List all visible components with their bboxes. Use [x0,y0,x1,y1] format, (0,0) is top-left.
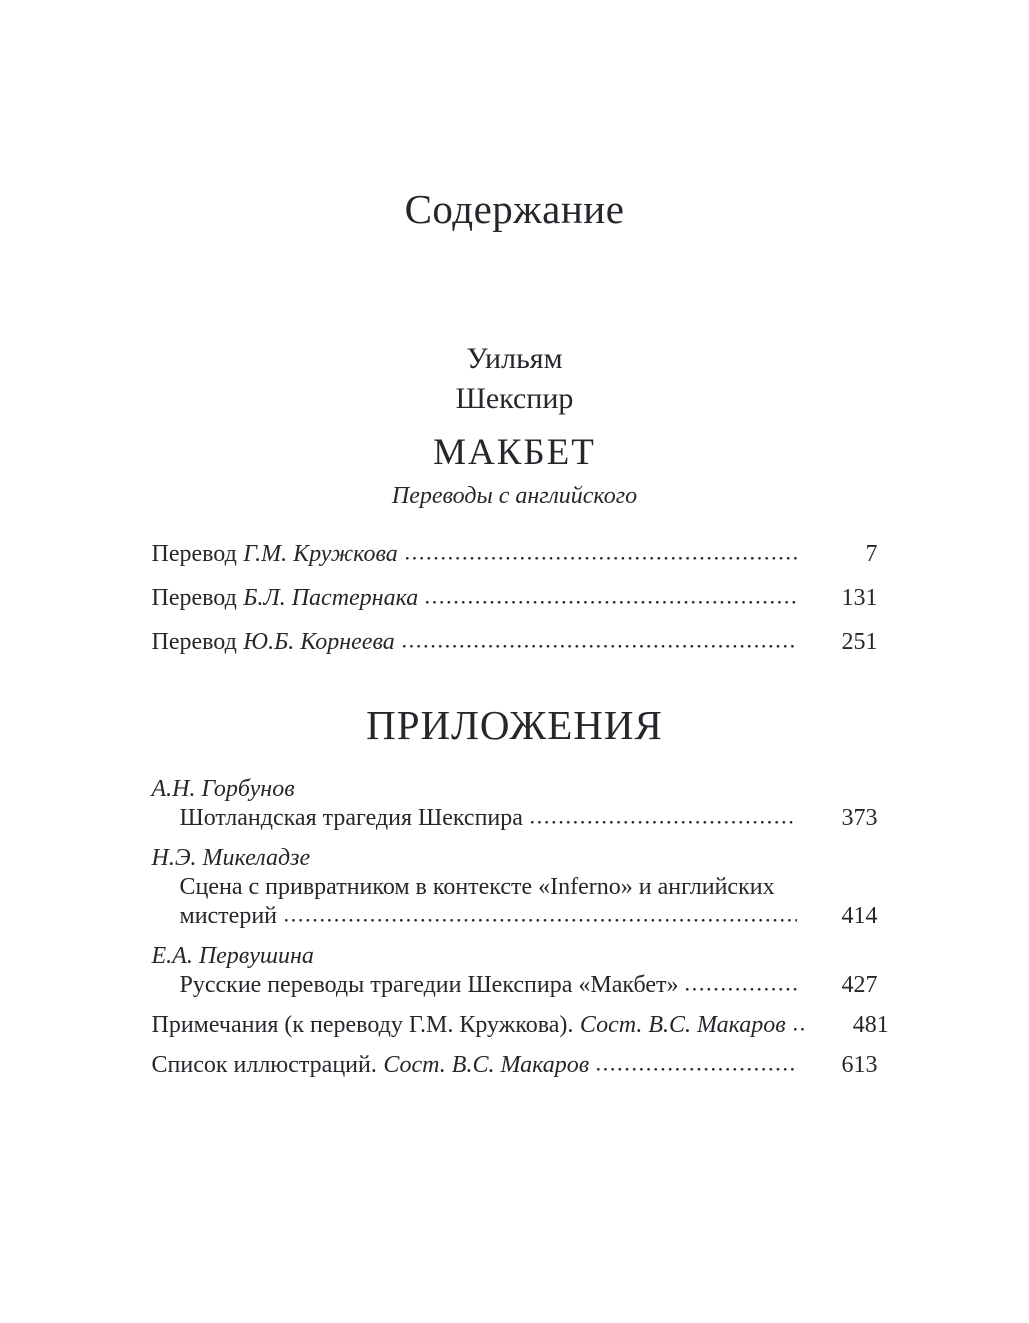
toc-entry-name: Б.Л. Пастернака [243,585,419,611]
page-number: 373 [841,805,878,831]
toc-appendix-entry-mikeladze [152,844,878,931]
toc-appendix [151,775,889,1080]
entry-title: Примечания (к переводу Г.М. Кружкова). [151,1012,574,1038]
toc-appendix-entry-illustrations [152,1051,878,1080]
work-header [152,339,878,511]
work-subtitle: Переводы с английского [391,483,638,509]
page-number: 481 [852,1012,889,1038]
entry-title: Шотландская трагедия Шекспира [179,805,523,831]
page-number: 414 [841,903,878,929]
entry-author: А.Н. Горбунов [151,776,295,802]
toc-appendix-entry-pervushina [152,942,878,1000]
dot-leader [426,601,796,605]
toc-row-appendix [152,971,878,1000]
work-title: МАКБЕТ [433,432,596,473]
toc-row-appendix [152,902,878,931]
toc-entry-name: Ю.Б. Корнеева [243,629,395,655]
work-author [152,339,878,419]
toc-appendix-entry-notes [151,1011,889,1040]
toc-row-translation-3 [152,627,878,658]
toc-row-appendix [151,1011,889,1040]
dot-leader [285,919,796,923]
work-author-line-1: Уильям [466,342,563,375]
page-number: 427 [841,972,878,998]
toc-translations [152,539,878,658]
toc-entry-prefix: Перевод [151,541,237,567]
page-number: 251 [841,629,878,655]
page-number: 7 [865,541,878,567]
page-number: 613 [841,1052,878,1078]
toc-row-translation-1 [152,539,878,570]
toc-row-appendix [152,804,878,833]
dot-leader [794,1028,808,1032]
entry-title-line-1: Сцена с привратником в контексте «Inferno» и английских [179,874,775,900]
entry-title-line-2: мистерий [179,903,278,929]
appendix-heading: ПРИЛОЖЕНИЯ [366,702,663,748]
dot-leader [406,557,797,561]
toc-entry-prefix: Перевод [151,629,237,655]
page-title: Содержание [404,186,625,232]
entry-author: Е.А. Первушина [151,943,314,969]
toc-row-appendix [152,1051,878,1080]
page-number: 131 [841,585,878,611]
entry-compiler: Сост. В.С. Макаров [383,1052,590,1078]
work-author-line-2: Шекспир [455,382,574,415]
dot-leader [531,821,797,825]
entry-author: Н.Э. Микеладзе [151,845,311,871]
toc-appendix-entry-gorbunov [152,775,878,833]
dot-leader [597,1068,796,1072]
dot-leader [686,988,796,992]
toc-row-translation-2 [152,583,878,614]
entry-compiler: Сост. В.С. Макаров [579,1012,786,1038]
entry-title: Список иллюстраций. [151,1052,377,1078]
toc-entry-prefix: Перевод [151,585,237,611]
entry-title: Русские переводы трагедии Шекспира «Макбет» [179,972,679,998]
book-page [151,0,889,1080]
dot-leader [403,645,797,649]
toc-entry-name: Г.М. Кружкова [243,541,398,567]
